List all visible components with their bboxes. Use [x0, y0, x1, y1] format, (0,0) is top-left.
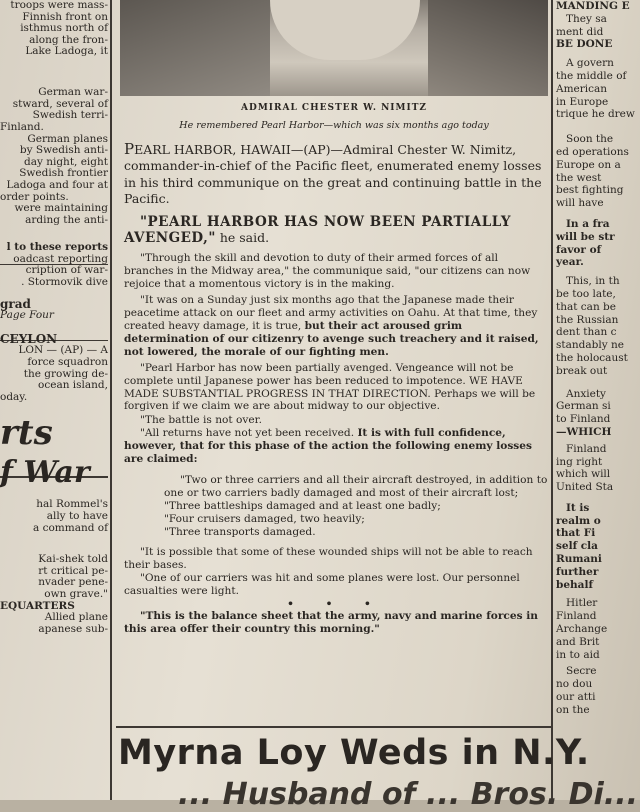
left-line: arding the anti- — [25, 213, 108, 226]
right-line: be too late, — [556, 287, 616, 300]
headquarters-head: EQUARTERS — [0, 599, 75, 612]
myrna-loy-headline: Myrna Loy Weds in N.Y. — [118, 733, 590, 773]
right-line: American — [556, 82, 608, 95]
right-line: trique he drew — [556, 108, 635, 121]
right-line: United Sta — [556, 481, 614, 494]
right-line: break out — [556, 364, 608, 377]
right-line: best fighting — [556, 184, 624, 197]
left-line — [0, 70, 108, 82]
article-quote-after: he said. — [215, 230, 270, 246]
right-line: behalf — [556, 578, 593, 591]
right-line: favor of — [556, 243, 602, 256]
left-line: Swedish frontier — [19, 167, 108, 180]
section-stars: • • • — [287, 598, 385, 611]
claim-item: "Three battleships damaged and at least one badly; — [164, 499, 441, 512]
right-line: to Finland — [556, 413, 611, 426]
left-line: force squadron — [27, 356, 108, 369]
left-radio-section — [0, 242, 108, 288]
right-line: will be str — [556, 230, 615, 243]
right-line: no dou — [556, 678, 593, 691]
right-line: ing right — [556, 455, 603, 468]
right-line: German si — [556, 400, 611, 413]
right-line — [556, 121, 640, 133]
photo-caption: ADMIRAL CHESTER W. NIMITZ — [241, 103, 427, 113]
nimitz-photo — [120, 0, 548, 96]
photo-shadow-right — [428, 0, 548, 96]
left-line: . Stormovik dive — [21, 276, 108, 289]
article-text: "It was on a Sunday just six months ago that the Japanese made their peacetime attack on our fleet and army activities on Oahu. At that time, they created heavy damage, it is true, — [124, 294, 538, 332]
left-line: Finnish front on — [22, 10, 108, 23]
article-body — [124, 141, 548, 636]
right-column — [556, 0, 640, 800]
left-line: troops were mass- — [10, 0, 108, 11]
right-line: Finland — [566, 442, 607, 455]
right-line: Archange — [556, 623, 608, 636]
right-line: further — [556, 565, 599, 578]
left-line: Finland. — [0, 120, 44, 133]
right-line: the middle of — [556, 69, 627, 82]
claim-item: "Three transports damaged. — [164, 525, 316, 538]
right-line: year. — [556, 256, 584, 269]
right-bold-block-2 — [556, 502, 640, 592]
left-line: ally to have — [46, 510, 108, 522]
left-line: isthmus north of — [20, 22, 108, 35]
right-line: that Fi — [556, 527, 596, 540]
right-line — [556, 378, 640, 388]
right-line: Secre — [566, 665, 597, 678]
left-line: cription of war- — [25, 264, 108, 277]
article-paragraph: "It is possible that some of these wounded ships will not be able to reach their bases. — [124, 546, 533, 572]
left-line: rt critical pe- — [38, 564, 108, 577]
right-line: Hitler — [566, 597, 598, 610]
right-line: Anxiety — [566, 387, 606, 400]
right-line: in Europe — [556, 95, 609, 108]
left-line: German war- — [38, 86, 108, 99]
right-line: self cla — [556, 540, 598, 553]
right-line: the Russian — [556, 313, 619, 326]
left-line: l to these reports — [6, 241, 108, 254]
right-line: They sa — [566, 12, 607, 25]
left-line — [0, 58, 108, 70]
right-line: will have — [556, 197, 604, 210]
photo-shadow-left — [120, 0, 270, 96]
right-line: —WHICH — [556, 425, 612, 438]
myrna-loy-subheadline: ... Husband of ... Bros. Di... — [178, 777, 639, 812]
right-line: standably ne — [556, 339, 624, 352]
left-line: oadcast reporting — [13, 252, 108, 265]
left-line: were maintaining — [14, 202, 108, 215]
left-war-section — [0, 413, 108, 635]
article-paragraph — [124, 427, 548, 466]
article-text: "All returns have not yet been received. — [140, 427, 358, 440]
left-line: apanese sub- — [38, 622, 108, 635]
left-ref-section — [0, 296, 108, 322]
left-line: German planes — [27, 132, 108, 145]
right-line: our atti — [556, 691, 596, 704]
claim-item: "Two or three carriers and all their aircraft destroyed, in addition to one or two carriers badly damaged and most of their aircraft lost; — [164, 473, 548, 499]
article-paragraph — [124, 294, 548, 359]
left-line: Allied plane — [44, 611, 108, 624]
right-line: BE DONE — [556, 38, 613, 51]
article-closing: "This is the balance sheet that the army, navy and marine forces in this area offer their country this morning." — [124, 610, 538, 635]
right-line: Europe on a — [556, 158, 621, 171]
right-line: in to aid — [556, 648, 600, 661]
right-line: MANDING E — [556, 0, 630, 12]
article-text-bold: but their act aroused grim determination of our citizenry to avenge such treachery and it raised, not lowered, the morale of our fighting men. — [124, 319, 539, 358]
right-line: Finland — [556, 610, 597, 623]
left-line: nvader pene- — [38, 576, 108, 589]
left-line: Lake Ladoga, it — [25, 45, 108, 58]
article-quote-headline: "PEARL HARBOR HAS NOW BEEN PARTIALLY AVENGED," — [124, 213, 512, 247]
left-line: day night, eight — [23, 155, 108, 168]
right-line: and Brit — [556, 635, 600, 648]
left-line: the growing de- — [23, 367, 108, 380]
left-article-top — [0, 0, 108, 226]
right-line: It is — [566, 501, 590, 514]
right-line: A govern — [566, 57, 614, 70]
right-line: the holocaust — [556, 351, 628, 364]
article-paragraph: "The battle is not over. — [140, 414, 262, 427]
right-line: on the — [556, 703, 590, 716]
left-line: Kai-shek told — [38, 553, 108, 566]
article-paragraph: "One of our carriers was hit and some planes were lost. Our personnel casualties were light. — [124, 572, 520, 598]
left-line: stward, several of — [12, 97, 108, 110]
right-line: ed operations — [556, 145, 629, 158]
article-paragraph: "Pearl Harbor has now been partially avenged. Vengeance will not be complete until Japanese power has been reduced to impotence. WE HAVE MADE SUBSTANTIAL PROGRESS IN THAT DIRECTION. Perhaps we will be forgiven if we claim we are about midway to our objective. — [124, 361, 536, 413]
war-headline-line2: f War — [0, 455, 90, 491]
photo-subcaption: He remembered Pearl Harbor—which was six months ago today — [179, 120, 489, 131]
right-line: which will — [556, 468, 611, 481]
ceylon-headline: CEYLON — [0, 331, 58, 346]
left-line: order points. — [0, 190, 69, 203]
right-line: realm o — [556, 514, 601, 527]
left-line: Ladoga and four at — [6, 178, 108, 191]
left-line: along the fron- — [29, 33, 108, 46]
left-line: by Swedish anti- — [19, 144, 108, 157]
left-line: LON — (AP) — A — [18, 344, 108, 357]
right-line: the west — [556, 171, 602, 184]
left-line: Swedish terri- — [32, 109, 108, 122]
claim-item: "Four cruisers damaged, two heavily; — [164, 512, 365, 525]
article-quote-paragraph — [124, 214, 548, 247]
right-block-3 — [556, 597, 640, 716]
left-ceylon-section — [0, 331, 108, 404]
claims-list — [124, 474, 548, 539]
left-ref-head: grad — [0, 296, 31, 311]
article-text-bold: It is with full confidence, however, that for this phase of the action the following enemy losses are claimed: — [124, 427, 532, 466]
right-line: ment did — [556, 25, 604, 38]
left-line: own grave." — [44, 587, 108, 600]
left-line: oday. — [0, 390, 28, 403]
war-headline-line1: rts — [0, 413, 53, 454]
right-bold-block — [556, 218, 640, 269]
left-column — [0, 0, 108, 800]
right-line: This, in th — [566, 275, 620, 288]
right-line: that can be — [556, 300, 616, 313]
left-line: ocean island, — [38, 379, 108, 392]
right-line: dent than c — [556, 326, 617, 339]
right-line: Rumani — [556, 553, 602, 566]
right-block-2 — [556, 275, 640, 494]
right-line: Soon the — [566, 133, 614, 146]
article-small-text — [124, 252, 548, 635]
left-line: a command of — [32, 521, 108, 534]
left-ref-page: Page Four — [0, 309, 54, 322]
column-rule-left — [110, 0, 112, 800]
photo-figure — [270, 0, 420, 60]
article-paragraph: "Through the skill and devotion to duty of their armed forces of all branches in the Midway area," the communique said, "our citizens can now rejoice that a momentous victory is in the making. — [124, 252, 531, 291]
article-lead: PEARL HARBOR, HAWAII—(AP)—Admiral Chester W. Nimitz, commander-in-chief of the Pacific fleet, enumerated enemy losses in his third communique on the great and continuing battle in the Pacific. — [124, 140, 542, 207]
right-line: In a fra — [566, 217, 610, 230]
left-line: hal Rommel's — [36, 498, 108, 511]
